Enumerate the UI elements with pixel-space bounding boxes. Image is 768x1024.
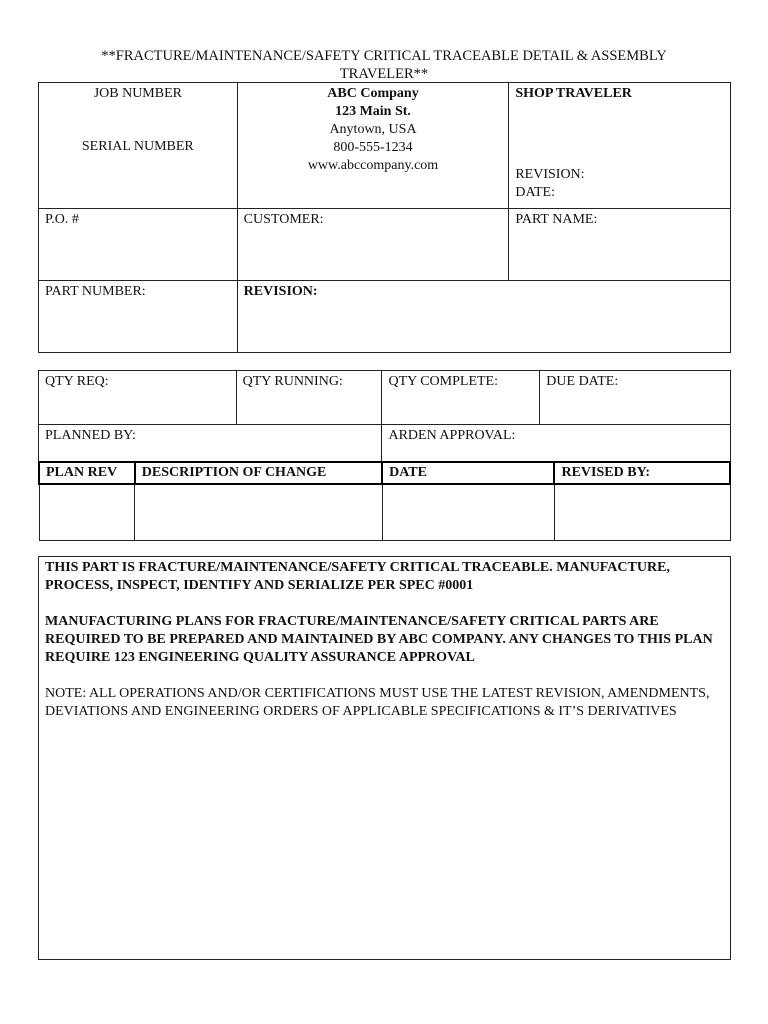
- shop-traveler-label: SHOP TRAVELER: [515, 86, 632, 101]
- po-cell[interactable]: [39, 209, 238, 281]
- due-date-label: DUE DATE:: [546, 374, 619, 389]
- notes-paragraph-note: NOTE: ALL OPERATIONS AND/OR CERTIFICATIONS MUST USE THE LATEST REVISION, AMENDMENTS, DEVIATIONS AND ENGINEERING ORDERS OF APPLICABLE SPECIFICATIONS & IT’S DERIVATIVES: [45, 686, 710, 719]
- revision-table: [38, 461, 731, 541]
- company-city: Anytown, USA: [329, 122, 417, 137]
- job-serial-cell: [39, 83, 238, 209]
- document-title: **FRACTURE/MAINTENANCE/SAFETY CRITICAL TRACEABLE DETAIL & ASSEMBLY TRAVELER**: [101, 48, 667, 82]
- company-info-cell: [237, 83, 509, 209]
- qty-req-cell[interactable]: [39, 371, 237, 425]
- customer-label: CUSTOMER:: [243, 212, 324, 227]
- serial-number-label: SERIAL NUMBER: [81, 139, 194, 154]
- part-name-cell[interactable]: [509, 209, 731, 281]
- revised-by-cell[interactable]: [554, 484, 730, 540]
- po-label: P.O. #: [45, 212, 79, 227]
- date-cell[interactable]: [382, 484, 554, 540]
- plan-rev-cell[interactable]: [39, 484, 135, 540]
- header-table: [38, 82, 731, 353]
- company-website: www.abccompany.com: [307, 158, 439, 173]
- revised-by-header: REVISED BY:: [554, 462, 730, 484]
- arden-approval-label: ARDEN APPROVAL:: [388, 428, 516, 443]
- notes-paragraph-plans: MANUFACTURING PLANS FOR FRACTURE/MAINTENANCE/SAFETY CRITICAL PARTS ARE REQUIRED TO BE PREPARED AND MAINTAINED BY ABC COMPANY. ANY CHANGES TO THIS PLAN REQUIRE 123 ENGINEERING QUALITY ASSURANCE APPROVAL: [45, 614, 713, 665]
- part-revision-cell[interactable]: [237, 281, 730, 353]
- company-name: ABC Company: [327, 86, 419, 101]
- part-number-label: PART NUMBER:: [45, 284, 146, 299]
- notes-paragraph-critical: THIS PART IS FRACTURE/MAINTENANCE/SAFETY CRITICAL TRACEABLE. MANUFACTURE, PROCESS, INSPECT, IDENTIFY AND SERIALIZE PER SPEC #0001: [45, 560, 670, 593]
- part-number-cell[interactable]: [39, 281, 238, 353]
- description-cell[interactable]: [135, 484, 382, 540]
- date-header: DATE: [382, 462, 554, 484]
- revision-label: REVISION:: [515, 167, 585, 182]
- qty-complete-cell[interactable]: [382, 371, 540, 425]
- customer-cell[interactable]: [237, 209, 509, 281]
- company-street: 123 Main St.: [335, 104, 411, 119]
- arden-approval-cell[interactable]: [382, 425, 731, 462]
- part-name-label: PART NAME:: [515, 212, 598, 227]
- plan-rev-header: PLAN REV: [39, 462, 135, 484]
- date-label: DATE:: [515, 185, 555, 200]
- planned-by-label: PLANNED BY:: [45, 428, 136, 443]
- qty-running-label: QTY RUNNING:: [242, 374, 343, 389]
- qty-complete-label: QTY COMPLETE:: [388, 374, 499, 389]
- shop-traveler-cell: [509, 83, 731, 209]
- notes-box: [38, 556, 731, 960]
- planned-by-cell[interactable]: [39, 425, 382, 462]
- job-number-label: JOB NUMBER: [93, 86, 182, 101]
- qty-running-cell[interactable]: [236, 371, 382, 425]
- qty-req-label: QTY REQ:: [45, 374, 109, 389]
- quantity-table: [38, 370, 731, 462]
- part-revision-label: REVISION:: [243, 284, 318, 299]
- due-date-cell[interactable]: [540, 371, 731, 425]
- company-phone: 800-555-1234: [333, 140, 413, 155]
- description-header: DESCRIPTION OF CHANGE: [135, 462, 382, 484]
